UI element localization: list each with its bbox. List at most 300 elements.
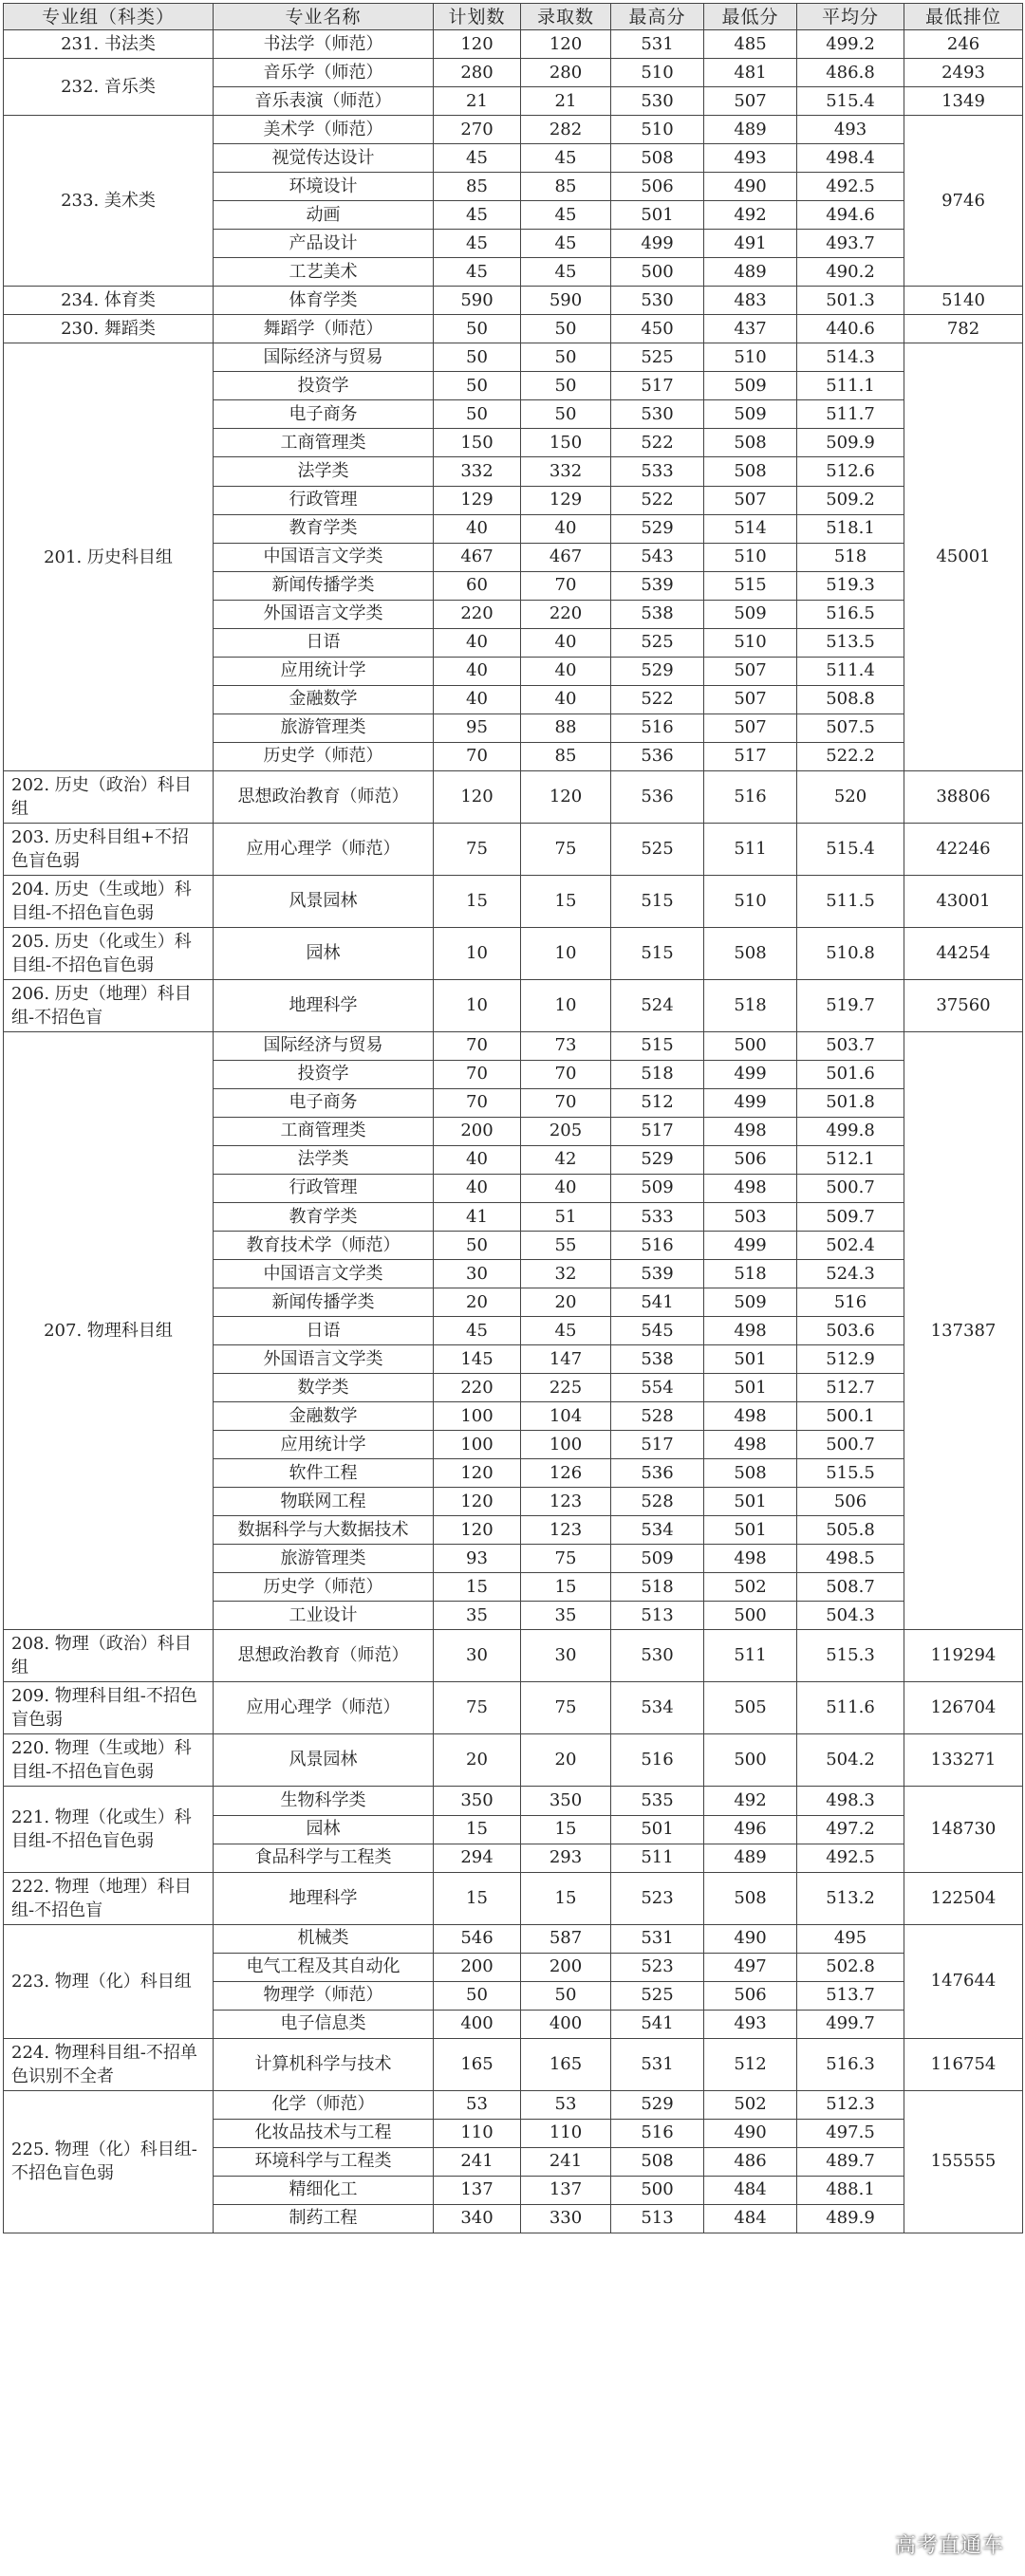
max-score-cell: 518 <box>611 1060 704 1088</box>
min-rank-cell: 2493 <box>904 59 1023 87</box>
plan-count-cell: 332 <box>434 457 521 486</box>
admitted-count-cell: 150 <box>521 429 611 457</box>
min-rank-cell: 45001 <box>904 343 1023 770</box>
min-score-cell: 502 <box>704 1573 797 1602</box>
min-rank-cell: 137387 <box>904 1031 1023 1630</box>
admitted-count-cell: 50 <box>521 343 611 372</box>
max-score-cell: 450 <box>611 315 704 343</box>
table-row <box>4 823 1023 875</box>
max-score-cell: 534 <box>611 1516 704 1545</box>
max-score-cell: 516 <box>611 713 704 742</box>
min-score-cell: 511 <box>704 823 797 875</box>
plan-count-cell: 15 <box>434 1573 521 1602</box>
plan-count-cell: 120 <box>434 30 521 59</box>
plan-count-cell: 20 <box>434 1288 521 1317</box>
admitted-count-cell: 10 <box>521 979 611 1031</box>
min-score-cell: 507 <box>704 713 797 742</box>
avg-score-cell: 493.7 <box>797 230 904 258</box>
min-rank-cell: 246 <box>904 30 1023 59</box>
header-rank: 最低排位 <box>904 4 1023 30</box>
admitted-count-cell: 40 <box>521 628 611 657</box>
group-name-cell: 225. 物理（化）科目组-不招色盲色弱 <box>4 2090 214 2233</box>
plan-count-cell: 50 <box>434 372 521 400</box>
major-name-cell: 中国语言文学类 <box>214 1260 434 1288</box>
min-score-cell: 490 <box>704 173 797 201</box>
min-rank-cell: 122504 <box>904 1872 1023 1924</box>
max-score-cell: 545 <box>611 1317 704 1345</box>
table-row <box>4 343 1023 372</box>
group-name-cell: 209. 物理科目组-不招色盲色弱 <box>4 1682 214 1734</box>
avg-score-cell: 499.2 <box>797 30 904 59</box>
major-name-cell: 应用心理学（师范） <box>214 1682 434 1734</box>
plan-count-cell: 546 <box>434 1924 521 1953</box>
min-score-cell: 509 <box>704 372 797 400</box>
min-score-cell: 500 <box>704 1031 797 1060</box>
min-rank-cell: 5140 <box>904 287 1023 315</box>
min-score-cell: 498 <box>704 1174 797 1202</box>
plan-count-cell: 200 <box>434 1117 521 1145</box>
group-name-cell: 204. 历史（生或地）科目组-不招色盲色弱 <box>4 875 214 927</box>
min-score-cell: 498 <box>704 1545 797 1573</box>
min-score-cell: 498 <box>704 1431 797 1459</box>
avg-score-cell: 490.2 <box>797 258 904 287</box>
max-score-cell: 515 <box>611 875 704 927</box>
min-score-cell: 499 <box>704 1088 797 1117</box>
plan-count-cell: 45 <box>434 144 521 173</box>
admission-table-container <box>3 3 1022 2233</box>
avg-score-cell: 494.6 <box>797 201 904 230</box>
plan-count-cell: 75 <box>434 823 521 875</box>
major-name-cell: 环境设计 <box>214 173 434 201</box>
avg-score-cell: 511.1 <box>797 372 904 400</box>
avg-score-cell: 501.8 <box>797 1088 904 1117</box>
min-score-cell: 506 <box>704 1981 797 2010</box>
major-name-cell: 投资学 <box>214 372 434 400</box>
admitted-count-cell: 120 <box>521 770 611 823</box>
min-score-cell: 505 <box>704 1682 797 1734</box>
admitted-count-cell: 35 <box>521 1602 611 1630</box>
min-rank-cell: 38806 <box>904 770 1023 823</box>
max-score-cell: 510 <box>611 116 704 144</box>
min-score-cell: 509 <box>704 1288 797 1317</box>
admitted-count-cell: 123 <box>521 1488 611 1516</box>
avg-score-cell: 510.8 <box>797 927 904 979</box>
plan-count-cell: 241 <box>434 2147 521 2176</box>
table-row <box>4 927 1023 979</box>
major-name-cell: 日语 <box>214 1317 434 1345</box>
max-score-cell: 516 <box>611 1734 704 1787</box>
admitted-count-cell: 282 <box>521 116 611 144</box>
admitted-count-cell: 350 <box>521 1787 611 1815</box>
major-name-cell: 历史学（师范） <box>214 742 434 770</box>
major-name-cell: 国际经济与贸易 <box>214 343 434 372</box>
max-score-cell: 524 <box>611 979 704 1031</box>
admitted-count-cell: 293 <box>521 1844 611 1872</box>
avg-score-cell: 508.8 <box>797 685 904 713</box>
plan-count-cell: 40 <box>434 1145 521 1174</box>
plan-count-cell: 93 <box>434 1545 521 1573</box>
max-score-cell: 536 <box>611 742 704 770</box>
major-name-cell: 工业设计 <box>214 1602 434 1630</box>
avg-score-cell: 512.3 <box>797 2090 904 2119</box>
avg-score-cell: 522.2 <box>797 742 904 770</box>
admitted-count-cell: 45 <box>521 144 611 173</box>
major-name-cell: 工商管理类 <box>214 429 434 457</box>
min-rank-cell: 42246 <box>904 823 1023 875</box>
min-score-cell: 484 <box>704 2176 797 2204</box>
table-row <box>4 2090 1023 2119</box>
group-name-cell: 233. 美术类 <box>4 116 214 287</box>
avg-score-cell: 501.3 <box>797 287 904 315</box>
avg-score-cell: 511.4 <box>797 657 904 685</box>
max-score-cell: 517 <box>611 1431 704 1459</box>
plan-count-cell: 270 <box>434 116 521 144</box>
avg-score-cell: 492.5 <box>797 1844 904 1872</box>
plan-count-cell: 40 <box>434 657 521 685</box>
admitted-count-cell: 20 <box>521 1288 611 1317</box>
major-name-cell: 历史学（师范） <box>214 1573 434 1602</box>
major-name-cell: 电子商务 <box>214 400 434 429</box>
min-score-cell: 489 <box>704 116 797 144</box>
plan-count-cell: 100 <box>434 1402 521 1431</box>
max-score-cell: 525 <box>611 343 704 372</box>
plan-count-cell: 10 <box>434 927 521 979</box>
max-score-cell: 530 <box>611 287 704 315</box>
max-score-cell: 531 <box>611 1924 704 1953</box>
admitted-count-cell: 40 <box>521 514 611 543</box>
plan-count-cell: 45 <box>434 230 521 258</box>
min-score-cell: 502 <box>704 2090 797 2119</box>
max-score-cell: 511 <box>611 1844 704 1872</box>
table-row <box>4 2038 1023 2090</box>
avg-score-cell: 511.7 <box>797 400 904 429</box>
plan-count-cell: 15 <box>434 1872 521 1924</box>
min-score-cell: 518 <box>704 979 797 1031</box>
plan-count-cell: 145 <box>434 1345 521 1374</box>
avg-score-cell: 511.5 <box>797 875 904 927</box>
group-name-cell: 208. 物理（政治）科目组 <box>4 1630 214 1682</box>
max-score-cell: 517 <box>611 1117 704 1145</box>
min-score-cell: 500 <box>704 1734 797 1787</box>
max-score-cell: 530 <box>611 87 704 116</box>
max-score-cell: 529 <box>611 657 704 685</box>
major-name-cell: 国际经济与贸易 <box>214 1031 434 1060</box>
max-score-cell: 528 <box>611 1402 704 1431</box>
avg-score-cell: 507.5 <box>797 713 904 742</box>
admitted-count-cell: 280 <box>521 59 611 87</box>
admitted-count-cell: 70 <box>521 1060 611 1088</box>
min-score-cell: 498 <box>704 1117 797 1145</box>
admitted-count-cell: 50 <box>521 315 611 343</box>
min-score-cell: 492 <box>704 1787 797 1815</box>
admitted-count-cell: 45 <box>521 1317 611 1345</box>
table-row <box>4 30 1023 59</box>
plan-count-cell: 40 <box>434 685 521 713</box>
major-name-cell: 化妆品技术与工程 <box>214 2119 434 2147</box>
major-name-cell: 视觉传达设计 <box>214 144 434 173</box>
max-score-cell: 534 <box>611 1682 704 1734</box>
plan-count-cell: 70 <box>434 1031 521 1060</box>
min-score-cell: 515 <box>704 571 797 600</box>
avg-score-cell: 509.2 <box>797 486 904 514</box>
plan-count-cell: 85 <box>434 173 521 201</box>
min-score-cell: 518 <box>704 1260 797 1288</box>
min-score-cell: 485 <box>704 30 797 59</box>
min-score-cell: 489 <box>704 1844 797 1872</box>
min-score-cell: 496 <box>704 1815 797 1844</box>
admitted-count-cell: 200 <box>521 1953 611 1981</box>
min-rank-cell: 126704 <box>904 1682 1023 1734</box>
major-name-cell: 风景园林 <box>214 875 434 927</box>
max-score-cell: 518 <box>611 1573 704 1602</box>
plan-count-cell: 280 <box>434 59 521 87</box>
min-score-cell: 491 <box>704 230 797 258</box>
plan-count-cell: 120 <box>434 1488 521 1516</box>
major-name-cell: 思想政治教育（师范） <box>214 770 434 823</box>
avg-score-cell: 515.5 <box>797 1459 904 1488</box>
admitted-count-cell: 32 <box>521 1260 611 1288</box>
admitted-count-cell: 104 <box>521 1402 611 1431</box>
avg-score-cell: 512.6 <box>797 457 904 486</box>
major-name-cell: 工艺美术 <box>214 258 434 287</box>
avg-score-cell: 506 <box>797 1488 904 1516</box>
admitted-count-cell: 50 <box>521 1981 611 2010</box>
avg-score-cell: 514.3 <box>797 343 904 372</box>
plan-count-cell: 50 <box>434 400 521 429</box>
group-name-cell: 205. 历史（化或生）科目组-不招色盲色弱 <box>4 927 214 979</box>
admitted-count-cell: 123 <box>521 1516 611 1545</box>
major-name-cell: 动画 <box>214 201 434 230</box>
table-row <box>4 979 1023 1031</box>
admitted-count-cell: 137 <box>521 2176 611 2204</box>
major-name-cell: 机械类 <box>214 1924 434 1953</box>
max-score-cell: 508 <box>611 2147 704 2176</box>
plan-count-cell: 220 <box>434 1374 521 1402</box>
min-rank-cell: 782 <box>904 315 1023 343</box>
avg-score-cell: 512.9 <box>797 1345 904 1374</box>
plan-count-cell: 95 <box>434 713 521 742</box>
min-score-cell: 510 <box>704 628 797 657</box>
min-score-cell: 508 <box>704 1459 797 1488</box>
group-name-cell: 230. 舞蹈类 <box>4 315 214 343</box>
max-score-cell: 554 <box>611 1374 704 1402</box>
major-name-cell: 思想政治教育（师范） <box>214 1630 434 1682</box>
major-name-cell: 风景园林 <box>214 1734 434 1787</box>
min-rank-cell: 133271 <box>904 1734 1023 1787</box>
group-name-cell: 221. 物理（化或生）科目组-不招色盲色弱 <box>4 1787 214 1872</box>
max-score-cell: 533 <box>611 457 704 486</box>
avg-score-cell: 498.5 <box>797 1545 904 1573</box>
admitted-count-cell: 53 <box>521 2090 611 2119</box>
major-name-cell: 地理科学 <box>214 979 434 1031</box>
avg-score-cell: 502.8 <box>797 1953 904 1981</box>
major-name-cell: 物联网工程 <box>214 1488 434 1516</box>
group-name-cell: 234. 体育类 <box>4 287 214 315</box>
header-plan: 计划数 <box>434 4 521 30</box>
avg-score-cell: 488.1 <box>797 2176 904 2204</box>
avg-score-cell: 498.4 <box>797 144 904 173</box>
max-score-cell: 517 <box>611 372 704 400</box>
max-score-cell: 531 <box>611 30 704 59</box>
avg-score-cell: 509.9 <box>797 429 904 457</box>
admitted-count-cell: 15 <box>521 875 611 927</box>
avg-score-cell: 495 <box>797 1924 904 1953</box>
admitted-count-cell: 75 <box>521 1682 611 1734</box>
avg-score-cell: 515.4 <box>797 823 904 875</box>
plan-count-cell: 50 <box>434 343 521 372</box>
table-body <box>4 30 1023 2233</box>
max-score-cell: 533 <box>611 1203 704 1232</box>
avg-score-cell: 505.8 <box>797 1516 904 1545</box>
admitted-count-cell: 45 <box>521 201 611 230</box>
plan-count-cell: 70 <box>434 742 521 770</box>
group-name-cell: 232. 音乐类 <box>4 59 214 116</box>
plan-count-cell: 21 <box>434 87 521 116</box>
max-score-cell: 543 <box>611 543 704 571</box>
table-header-row <box>4 4 1023 30</box>
max-score-cell: 528 <box>611 1488 704 1516</box>
max-score-cell: 539 <box>611 571 704 600</box>
major-name-cell: 教育技术学（师范） <box>214 1232 434 1260</box>
major-name-cell: 电子商务 <box>214 1088 434 1117</box>
plan-count-cell: 294 <box>434 1844 521 1872</box>
max-score-cell: 531 <box>611 2038 704 2090</box>
table-row <box>4 1924 1023 1953</box>
table-row <box>4 1872 1023 1924</box>
admitted-count-cell: 467 <box>521 543 611 571</box>
major-name-cell: 中国语言文学类 <box>214 543 434 571</box>
admitted-count-cell: 70 <box>521 1088 611 1117</box>
max-score-cell: 529 <box>611 514 704 543</box>
watermark-text: 高考直通车 <box>894 2534 1004 2558</box>
major-name-cell: 行政管理 <box>214 486 434 514</box>
major-name-cell: 法学类 <box>214 457 434 486</box>
admitted-count-cell: 20 <box>521 1734 611 1787</box>
table-row <box>4 770 1023 823</box>
max-score-cell: 522 <box>611 429 704 457</box>
max-score-cell: 516 <box>611 2119 704 2147</box>
max-score-cell: 535 <box>611 1787 704 1815</box>
major-name-cell: 产品设计 <box>214 230 434 258</box>
major-name-cell: 舞蹈学（师范） <box>214 315 434 343</box>
plan-count-cell: 40 <box>434 514 521 543</box>
table-row <box>4 1630 1023 1682</box>
plan-count-cell: 350 <box>434 1787 521 1815</box>
min-rank-cell: 119294 <box>904 1630 1023 1682</box>
avg-score-cell: 489.9 <box>797 2204 904 2233</box>
plan-count-cell: 45 <box>434 201 521 230</box>
major-name-cell: 法学类 <box>214 1145 434 1174</box>
min-score-cell: 511 <box>704 1630 797 1682</box>
min-score-cell: 508 <box>704 927 797 979</box>
min-score-cell: 501 <box>704 1345 797 1374</box>
max-score-cell: 506 <box>611 173 704 201</box>
admitted-count-cell: 332 <box>521 457 611 486</box>
max-score-cell: 501 <box>611 201 704 230</box>
table-row <box>4 315 1023 343</box>
avg-score-cell: 508.7 <box>797 1573 904 1602</box>
group-name-cell: 203. 历史科目组+不招色盲色弱 <box>4 823 214 875</box>
max-score-cell: 529 <box>611 2090 704 2119</box>
group-name-cell: 224. 物理科目组-不招单色识别不全者 <box>4 2038 214 2090</box>
min-score-cell: 509 <box>704 400 797 429</box>
major-name-cell: 旅游管理类 <box>214 1545 434 1573</box>
admitted-count-cell: 100 <box>521 1431 611 1459</box>
admitted-count-cell: 75 <box>521 823 611 875</box>
major-name-cell: 园林 <box>214 927 434 979</box>
avg-score-cell: 504.2 <box>797 1734 904 1787</box>
major-name-cell: 新闻传播学类 <box>214 1288 434 1317</box>
avg-score-cell: 489.7 <box>797 2147 904 2176</box>
max-score-cell: 510 <box>611 59 704 87</box>
plan-count-cell: 15 <box>434 1815 521 1844</box>
min-rank-cell: 116754 <box>904 2038 1023 2090</box>
avg-score-cell: 513.5 <box>797 628 904 657</box>
max-score-cell: 509 <box>611 1174 704 1202</box>
table-row <box>4 1734 1023 1787</box>
major-name-cell: 应用统计学 <box>214 1431 434 1459</box>
min-score-cell: 492 <box>704 201 797 230</box>
major-name-cell: 外国语言文学类 <box>214 600 434 628</box>
plan-count-cell: 400 <box>434 2010 521 2038</box>
group-name-cell: 220. 物理（生或地）科目组-不招色盲色弱 <box>4 1734 214 1787</box>
max-score-cell: 512 <box>611 1088 704 1117</box>
avg-score-cell: 509.7 <box>797 1203 904 1232</box>
table-row <box>4 59 1023 87</box>
group-name-cell: 207. 物理科目组 <box>4 1031 214 1630</box>
min-score-cell: 483 <box>704 287 797 315</box>
group-name-cell: 206. 历史（地理）科目组-不招色盲 <box>4 979 214 1031</box>
avg-score-cell: 516.5 <box>797 600 904 628</box>
major-name-cell: 计算机科学与技术 <box>214 2038 434 2090</box>
min-rank-cell: 155555 <box>904 2090 1023 2233</box>
min-score-cell: 507 <box>704 87 797 116</box>
min-score-cell: 510 <box>704 543 797 571</box>
major-name-cell: 音乐学（师范） <box>214 59 434 87</box>
admitted-count-cell: 400 <box>521 2010 611 2038</box>
avg-score-cell: 493 <box>797 116 904 144</box>
major-name-cell: 行政管理 <box>214 1174 434 1202</box>
major-name-cell: 书法学（师范） <box>214 30 434 59</box>
plan-count-cell: 30 <box>434 1260 521 1288</box>
plan-count-cell: 35 <box>434 1602 521 1630</box>
major-name-cell: 金融数学 <box>214 685 434 713</box>
admitted-count-cell: 120 <box>521 30 611 59</box>
admitted-count-cell: 15 <box>521 1815 611 1844</box>
table-row <box>4 287 1023 315</box>
min-rank-cell: 43001 <box>904 875 1023 927</box>
min-rank-cell: 44254 <box>904 927 1023 979</box>
plan-count-cell: 10 <box>434 979 521 1031</box>
major-name-cell: 金融数学 <box>214 1402 434 1431</box>
plan-count-cell: 70 <box>434 1088 521 1117</box>
plan-count-cell: 41 <box>434 1203 521 1232</box>
min-score-cell: 497 <box>704 1953 797 1981</box>
group-name-cell: 223. 物理（化）科目组 <box>4 1924 214 2038</box>
admitted-count-cell: 50 <box>521 400 611 429</box>
avg-score-cell: 486.8 <box>797 59 904 87</box>
min-score-cell: 490 <box>704 1924 797 1953</box>
min-score-cell: 490 <box>704 2119 797 2147</box>
min-score-cell: 510 <box>704 343 797 372</box>
plan-count-cell: 590 <box>434 287 521 315</box>
admitted-count-cell: 205 <box>521 1117 611 1145</box>
avg-score-cell: 515.3 <box>797 1630 904 1682</box>
avg-score-cell: 499.8 <box>797 1117 904 1145</box>
min-score-cell: 512 <box>704 2038 797 2090</box>
min-score-cell: 493 <box>704 144 797 173</box>
plan-count-cell: 15 <box>434 875 521 927</box>
